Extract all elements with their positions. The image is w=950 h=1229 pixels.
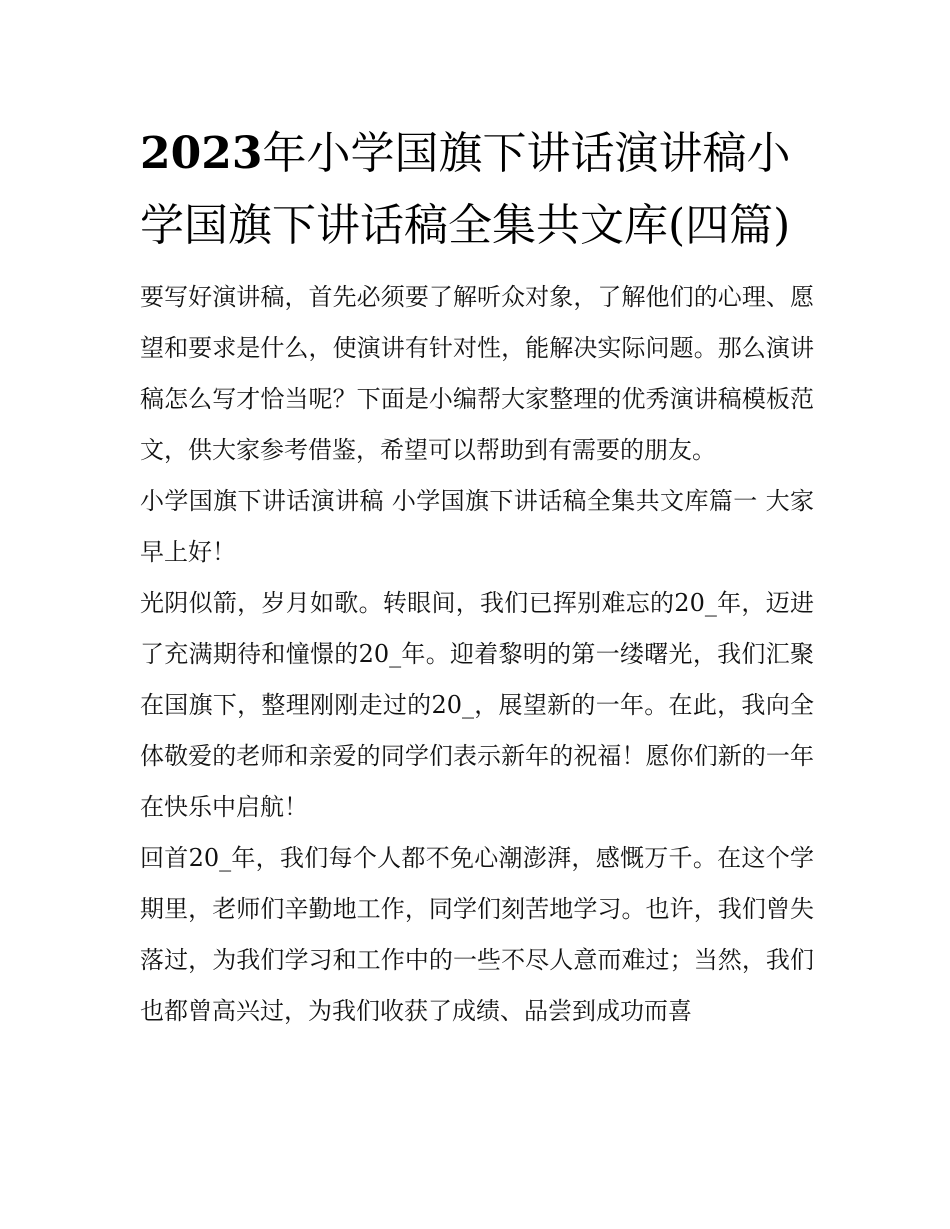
- body-paragraph: 光阴似箭，岁月如歌。转眼间，我们已挥别难忘的20_年，迈进了充满期待和憧憬的20_年。迎着黎明的第一缕曙光，我们汇聚在国旗下，整理刚刚走过的20_，展望新的一年。在此，我向全体敬爱的老师和亲爱的同学们表示新年的祝福！愿你们新的一年在快乐中启航！: [140, 589, 814, 821]
- intro-paragraph: 要写好演讲稿，首先必须要了解听众对象，了解他们的心理、愿望和要求是什么，使演讲有针对性，能解决实际问题。那么演讲稿怎么写才恰当呢？下面是小编帮大家整理的优秀演讲稿模板范文，供大家参考借鉴，希望可以帮助到有需要的朋友。: [140, 283, 814, 464]
- body-paragraph: 回首20_年，我们每个人都不免心潮澎湃，感慨万千。在这个学期里，老师们辛勤地工作，同学们刻苦地学习。也许，我们曾失落过，为我们学习和工作中的一些不尽人意而难过；当然，我们也都曾高兴过，为我们收获了成绩、品尝到成功而喜: [140, 844, 814, 1025]
- section-heading-paragraph: 小学国旗下讲话演讲稿 小学国旗下讲话稿全集共文库篇一 大家早上好！: [140, 487, 814, 566]
- title-year: 2023: [140, 128, 263, 179]
- document-title: [140, 118, 814, 262]
- title-text: 年小学国旗下讲话演讲稿小学国旗下讲话稿全集共文库(四篇): [140, 128, 791, 251]
